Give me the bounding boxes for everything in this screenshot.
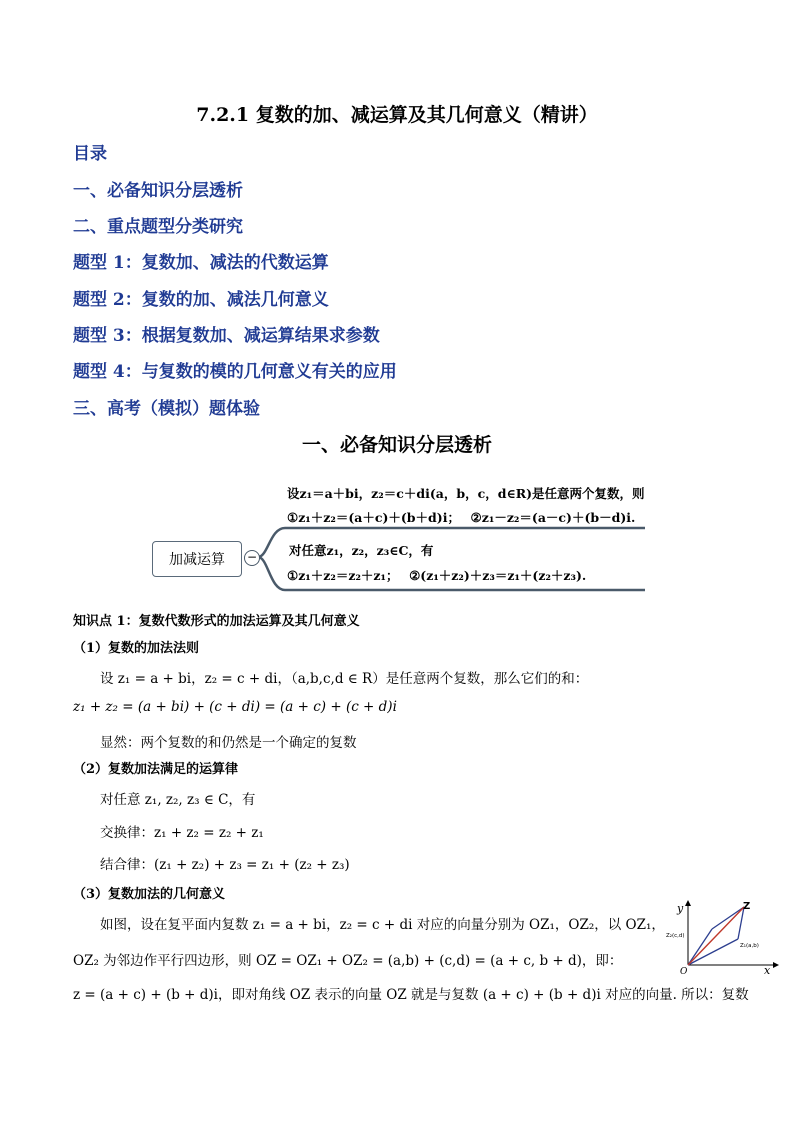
section-title: 一、必备知识分层透析 [301, 434, 492, 456]
y-axis-label: y [677, 902, 684, 915]
body-text: 结合律：(z₁ + z₂) + z₃ = z₁ + (z₂ + z₃) [100, 857, 350, 873]
subsection-heading: （2）复数加法满足的运算律 [73, 762, 239, 777]
toc-item[interactable]: 三、高考（模拟）题体验 [73, 399, 260, 419]
point-z2-label: Z₂(c,d) [666, 933, 685, 939]
formula: z₁ + z₂ = (a + bi) + (c + di) = (a + c) + (c + d)i [73, 699, 397, 715]
vector-oz1 [688, 939, 738, 965]
body-text: z = (a + c) + (b + d)i，即对角线 OZ 表示的向量 OZ 就是与复数 (a + c) + (b + d)i 对应的向量. 所以：复数 [73, 987, 749, 1003]
subsection-heading: （3）复数加法的几何意义 [73, 887, 226, 902]
toc-item[interactable]: 题型 3：根据复数加、减运算结果求参数 [73, 326, 380, 346]
mindmap-text: ①z₁＋z₂＝(a＋c)＋(b＋d)i； ②z₁－z₂＝(a－c)＋(b－d)i. [287, 510, 636, 525]
body-text: 对任意 z₁, z₂, z₃ ∈ C，有 [100, 792, 256, 808]
toc-heading: 目录 [73, 144, 107, 164]
knowledge-point-heading: 知识点 1：复数代数形式的加法运算及其几何意义 [73, 614, 360, 629]
toc-item[interactable]: 题型 1：复数加、减法的代数运算 [73, 253, 329, 273]
point-z1-label: Z₁(a,b) [740, 943, 759, 949]
toc-item[interactable]: 二、重点题型分类研究 [73, 217, 243, 237]
toc-item[interactable]: 一、必备知识分层透析 [73, 181, 243, 201]
body-text: OZ₂ 为邻边作平行四边形，则 OZ = OZ₁ + OZ₂ = (a,b) + (c,d) = (a + c, b + d)，即： [73, 953, 623, 969]
toc-item[interactable]: 题型 4：与复数的模的几何意义有关的应用 [73, 362, 397, 382]
vector-oz2 [688, 929, 712, 965]
mindmap-root: 加减运算 [152, 541, 242, 577]
collapse-icon[interactable]: − [244, 550, 260, 566]
body-text: 交换律：z₁ + z₂ = z₂ + z₁ [100, 825, 264, 841]
body-text: 如图，设在复平面内复数 z₁ = a + bi，z₂ = c + di 对应的向量分别为 OZ₁，OZ₂，以 OZ₁， [100, 917, 665, 933]
complex-plane-figure [660, 895, 784, 977]
mindmap-text: 对任意z₁，z₂，z₃∈C，有 [289, 543, 434, 558]
x-axis-label: x [764, 964, 771, 977]
vector-oz-diagonal [688, 907, 744, 965]
body-text: 显然：两个复数的和仍然是一个确定的复数 [100, 735, 357, 751]
mindmap-text: 设z₁＝a＋bi，z₂＝c＋di(a，b，c，d∈R)是任意两个复数，则 [287, 486, 645, 501]
mindmap-text: ①z₁＋z₂＝z₂＋z₁； ②(z₁＋z₂)＋z₃＝z₁＋(z₂＋z₃). [287, 568, 587, 583]
toc-item[interactable]: 题型 2：复数的加、减法几何意义 [73, 290, 329, 310]
origin-label: O [680, 967, 688, 977]
body-text: 设 z₁ = a + bi，z₂ = c + di，（a,b,c,d ∈ R）是任意两个复数，那么它们的和： [100, 671, 589, 687]
subsection-heading: （1）复数的加法法则 [73, 641, 200, 656]
page-title: 7.2.1 复数的加、减运算及其几何意义（精讲） [196, 104, 598, 126]
parallelogram-side [712, 907, 744, 929]
point-z-label: Z [743, 901, 751, 912]
